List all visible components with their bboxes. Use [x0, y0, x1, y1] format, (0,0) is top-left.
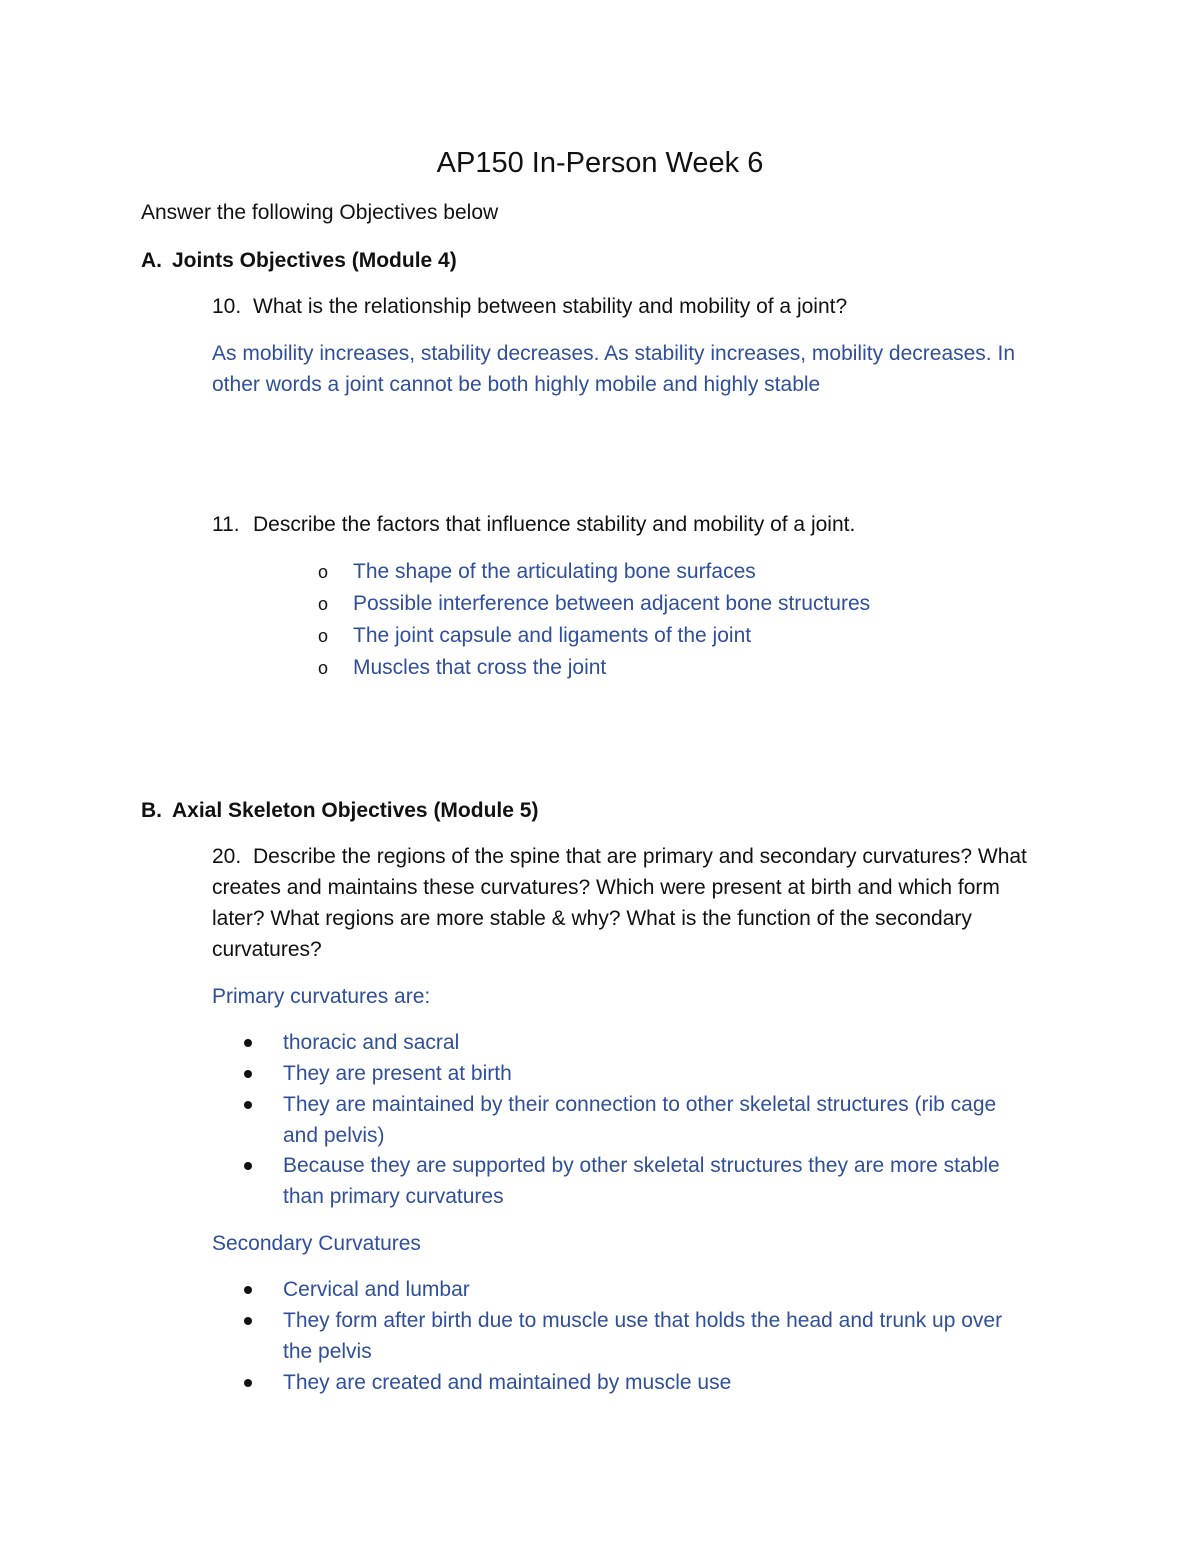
secondary-item-3: They are created and maintained by muscle use	[283, 1371, 732, 1394]
q11-number: 11.	[212, 513, 240, 536]
list-bullet-o: o	[318, 594, 329, 614]
section-a-letter: A.	[141, 249, 162, 272]
q11-answer-3: The joint capsule and ligaments of the joint	[353, 624, 752, 647]
primary-item-4-line-2: than primary curvatures	[283, 1185, 504, 1208]
q10-number: 10.	[212, 295, 242, 318]
list-bullet-o: o	[318, 626, 329, 646]
q20-number: 20.	[212, 845, 242, 868]
q20-question-line-2: creates and maintains these curvatures? Which were present at birth and which form	[212, 876, 1000, 899]
bullet-dot	[244, 1317, 252, 1325]
list-bullet-o: o	[318, 562, 329, 582]
bullet-dot	[244, 1039, 252, 1047]
q11-answer-4: Muscles that cross the joint	[353, 656, 607, 679]
primary-item-2: They are present at birth	[283, 1062, 512, 1085]
primary-curvatures-heading: Primary curvatures are:	[212, 985, 431, 1008]
section-a-heading: Joints Objectives (Module 4)	[172, 249, 457, 272]
q20-question-line-4: curvatures?	[212, 938, 322, 961]
section-b-letter: B.	[141, 799, 162, 822]
intro-text: Answer the following Objectives below	[141, 201, 499, 224]
primary-item-3-line-1: They are maintained by their connection to other skeletal structures (rib cage	[283, 1093, 997, 1116]
bullet-dot	[244, 1070, 252, 1078]
section-b-heading: Axial Skeleton Objectives (Module 5)	[172, 799, 539, 822]
secondary-curvatures-heading: Secondary Curvatures	[212, 1232, 421, 1255]
secondary-item-1: Cervical and lumbar	[283, 1278, 470, 1301]
primary-item-4-line-1: Because they are supported by other skeletal structures they are more stable	[283, 1154, 1000, 1177]
page-title: AP150 In-Person Week 6	[436, 147, 764, 179]
q10-question: What is the relationship between stability and mobility of a joint?	[253, 295, 848, 318]
q11-answer-1: The shape of the articulating bone surfaces	[353, 560, 756, 583]
q11-question: Describe the factors that influence stability and mobility of a joint.	[253, 513, 856, 536]
list-bullet-o: o	[318, 658, 329, 678]
bullet-dot	[244, 1379, 252, 1387]
bullet-dot	[244, 1286, 252, 1294]
bullet-dot	[244, 1101, 252, 1109]
q20-question-line-3: later? What regions are more stable & why? What is the function of the secondary	[212, 907, 972, 930]
secondary-item-2-line-2: the pelvis	[283, 1340, 372, 1363]
primary-item-1: thoracic and sacral	[283, 1031, 460, 1054]
q20-question-line-1: Describe the regions of the spine that are primary and secondary curvatures? What	[253, 845, 1027, 868]
q10-answer-line-2: other words a joint cannot be both highly mobile and highly stable	[212, 373, 821, 396]
bullet-dot	[244, 1162, 252, 1170]
q10-answer-line-1: As mobility increases, stability decreases. As stability increases, mobility decreases. In	[212, 342, 1015, 365]
q11-answer-2: Possible interference between adjacent bone structures	[353, 592, 871, 615]
primary-item-3-line-2: and pelvis)	[283, 1124, 385, 1147]
secondary-item-2-line-1: They form after birth due to muscle use that holds the head and trunk up over	[283, 1309, 1003, 1332]
